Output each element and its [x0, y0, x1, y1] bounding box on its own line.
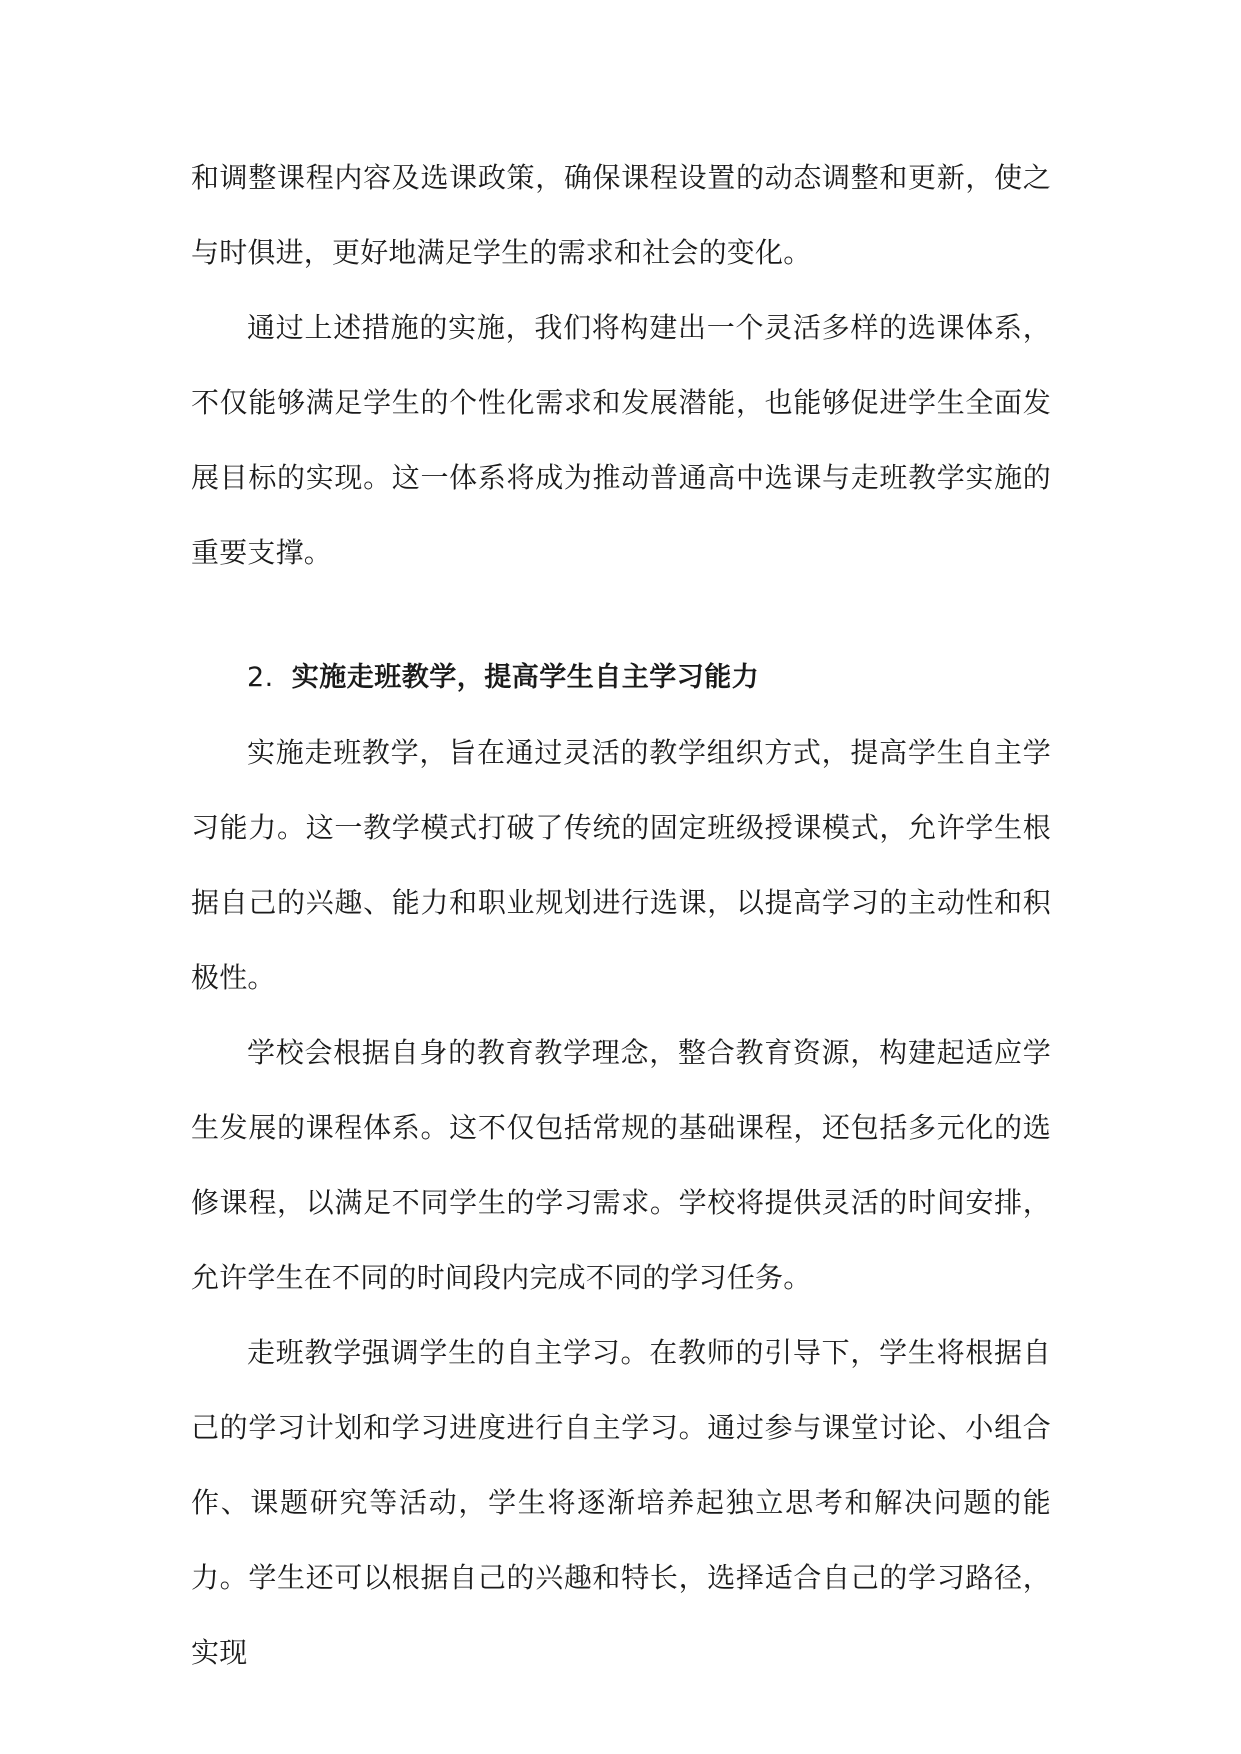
paragraph-summary: 通过上述措施的实施，我们将构建出一个灵活多样的选课体系，不仅能够满足学生的个性化需求和发展潜能，也能够促进学生全面发展目标的实现。这一体系将成为推动普通高中选课与走班教学实施的重要支撑。 — [191, 311, 1051, 569]
section-heading — [191, 640, 1051, 715]
section-number: 2. — [247, 662, 274, 693]
paragraph-intro: 实施走班教学，旨在通过灵活的教学组织方式，提高学生自主学习能力。这一教学模式打破了传统的固定班级授课模式，允许学生根据自己的兴趣、能力和职业规划进行选课，以提高学习的主动性和积极性。 — [191, 736, 1051, 994]
document-body — [191, 140, 1051, 1690]
paragraph-autonomy: 走班教学强调学生的自主学习。在教师的引导下，学生将根据自己的学习计划和学习进度进行自主学习。通过参与课堂讨论、小组合作、课题研究等活动，学生将逐渐培养起独立思考和解决问题的能力。学生还可以根据自己的兴趣和特长，选择适合自己的学习路径，实现 — [191, 1336, 1051, 1669]
paragraph-continuation: 和调整课程内容及选课政策，确保课程设置的动态调整和更新，使之与时俱进，更好地满足学生的需求和社会的变化。 — [191, 161, 1051, 269]
paragraph-curriculum: 学校会根据自身的教育教学理念，整合教育资源，构建起适应学生发展的课程体系。这不仅包括常规的基础课程，还包括多元化的选修课程，以满足不同学生的学习需求。学校将提供灵活的时间安排，允许学生在不同的时间段内完成不同的学习任务。 — [191, 1036, 1051, 1294]
section-title: 实施走班教学，提高学生自主学习能力 — [291, 662, 760, 693]
